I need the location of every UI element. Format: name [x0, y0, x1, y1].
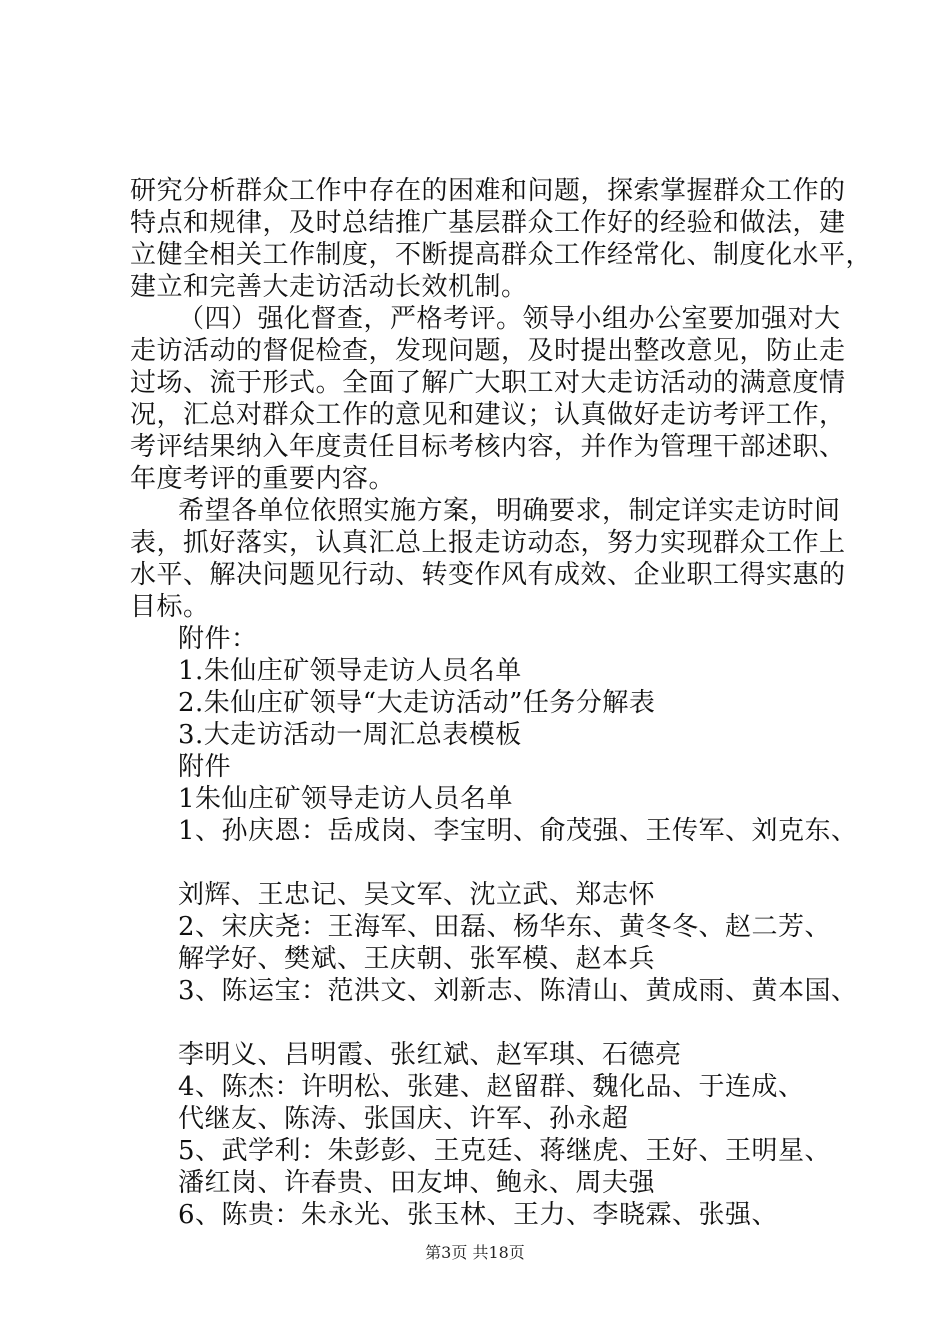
roster-line: 代继友、陈涛、张国庆、许军、孙永超 — [178, 1104, 629, 1134]
appendix-label: 附件 — [178, 752, 232, 782]
paragraph-line: 目标。 — [130, 592, 210, 622]
paragraph-line: 过场、流于形式。全面了解广大职工对大走访活动的满意度情 — [130, 368, 846, 398]
roster-line: 3、陈运宝：范洪文、刘新志、陈清山、黄成雨、黄本国、 — [178, 976, 858, 1006]
attachment-item: 1.朱仙庄矿领导走访人员名单 — [178, 656, 522, 686]
attachment-item: 2.朱仙庄矿领导“大走访活动”任务分解表 — [178, 688, 656, 718]
roster-line: 2、宋庆尧：王海军、田磊、杨华东、黄冬冬、赵二芳、 — [178, 912, 832, 942]
paragraph-line: 况，汇总对群众工作的意见和建议；认真做好走访考评工作， — [130, 400, 846, 430]
roster-line: 李明义、吕明霞、张红斌、赵军琪、石德亮 — [178, 1040, 682, 1070]
roster-line: 5、武学利：朱彭彭、王克廷、蒋继虎、王好、王明星、 — [178, 1136, 832, 1166]
paragraph-line: 表，抓好落实，认真汇总上报走访动态，努力实现群众工作上 — [130, 528, 846, 558]
roster-line: 刘辉、王忠记、吴文军、沈立武、郑志怀 — [178, 880, 656, 910]
paragraph-line: 立健全相关工作制度，不断提高群众工作经常化、制度化水平， — [130, 240, 873, 270]
roster-line: 4、陈杰：许明松、张建、赵留群、魏化品、于连成、 — [178, 1072, 805, 1102]
appendix-title: 1朱仙庄矿领导走访人员名单 — [178, 784, 514, 814]
paragraph-line: 年度考评的重要内容。 — [130, 464, 396, 494]
paragraph-line: 考评结果纳入年度责任目标考核内容，并作为管理干部述职、 — [130, 432, 846, 462]
roster-line: 1、孙庆恩：岳成岗、李宝明、俞茂强、王传军、刘克东、 — [178, 816, 858, 846]
paragraph-line: （四）强化督查，严格考评。领导小组办公室要加强对大 — [178, 304, 841, 334]
attachment-item: 3.大走访活动一周汇总表模板 — [178, 720, 522, 750]
roster-line: 潘红岗、许春贵、田友坤、鲍永、周夫强 — [178, 1168, 656, 1198]
page-footer: 第3页 共18页 — [425, 1243, 525, 1262]
paragraph-line: 研究分析群众工作中存在的困难和问题，探索掌握群众工作的 — [130, 176, 846, 206]
roster-line: 6、陈贵：朱永光、张玉林、王力、李晓霖、张强、 — [178, 1200, 779, 1230]
roster-line: 解学好、樊斌、王庆朝、张军模、赵本兵 — [178, 944, 656, 974]
paragraph-line: 走访活动的督促检查，发现问题，及时提出整改意见，防止走 — [130, 336, 846, 366]
paragraph-line: 特点和规律，及时总结推广基层群众工作好的经验和做法，建 — [130, 208, 846, 238]
attachments-heading: 附件： — [178, 624, 258, 654]
paragraph-line: 建立和完善大走访活动长效机制。 — [130, 272, 528, 302]
paragraph-line: 水平、解决问题见行动、转变作风有成效、企业职工得实惠的 — [130, 560, 846, 590]
paragraph-line: 希望各单位依照实施方案，明确要求，制定详实走访时间 — [178, 496, 841, 526]
